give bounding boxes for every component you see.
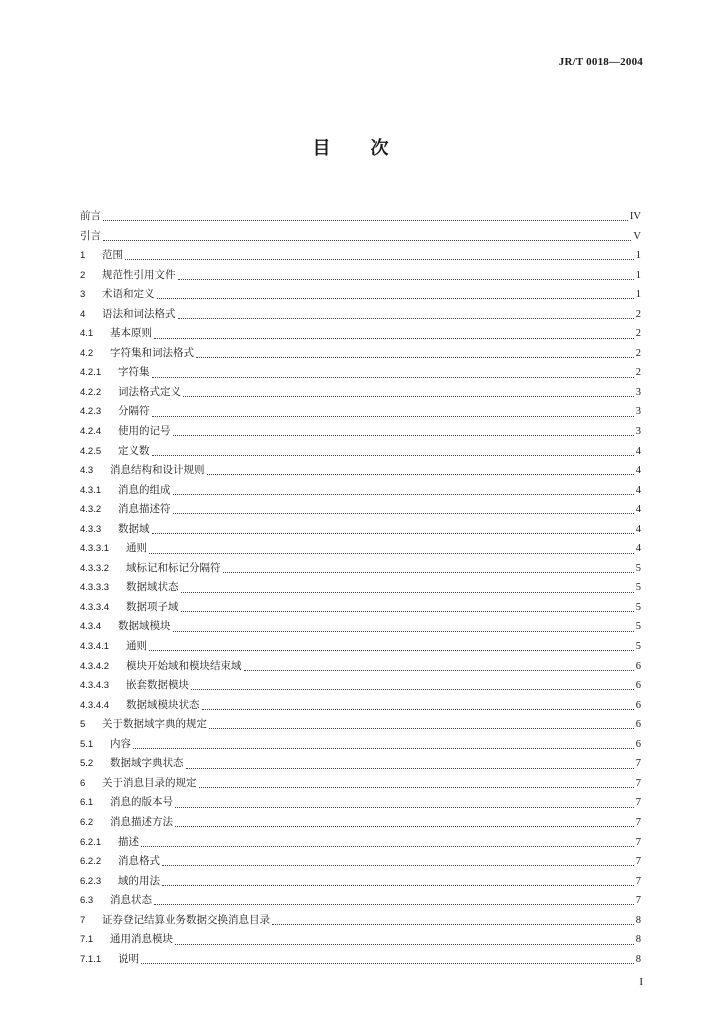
toc-entry-page: 2 (635, 328, 641, 340)
dot-leader (103, 240, 631, 241)
toc-entry-title: 证券登记结算业务数据交换消息目录 (102, 913, 270, 926)
toc-entry[interactable] (80, 422, 641, 442)
dot-leader (141, 963, 634, 964)
dot-leader (178, 318, 634, 319)
toc-entry-number: 7.1 (80, 934, 94, 946)
toc-entry-number: 4.2.1 (80, 367, 102, 379)
toc-entry-number: 5 (80, 719, 86, 731)
toc-entry-number: 4.3.1 (80, 484, 102, 496)
toc-entry[interactable] (80, 676, 641, 696)
dot-leader (173, 631, 634, 632)
toc-entry-number: 4 (80, 308, 86, 320)
toc-entry-title: 通则 (126, 542, 147, 555)
toc-entry-page: 5 (635, 582, 641, 594)
toc-entry[interactable] (80, 227, 641, 247)
toc-entry-title: 消息描述符 (118, 503, 171, 516)
toc-entry[interactable] (80, 559, 641, 579)
toc-entry-number: 3 (80, 289, 86, 301)
toc-entry-number: 4.1 (80, 328, 94, 340)
dot-leader (272, 924, 634, 925)
toc-entry[interactable] (80, 344, 641, 364)
toc-entry-page: 4 (635, 465, 641, 477)
toc-entry-page: 8 (635, 934, 641, 946)
dot-leader (157, 298, 634, 299)
page-title-second-char: 次 (370, 138, 389, 159)
dot-leader (162, 865, 634, 866)
toc-entry-number: 4.2.5 (80, 445, 102, 457)
toc-entry-number: 4.2.4 (80, 426, 102, 438)
toc-entry-title: 描述 (118, 835, 139, 848)
toc-entry-title: 基本原则 (110, 327, 152, 340)
toc-entry[interactable] (80, 442, 641, 462)
toc-entry[interactable] (80, 754, 641, 774)
toc-entry-number: 7.1.1 (80, 953, 102, 965)
toc-entry[interactable] (80, 363, 641, 383)
toc-entry-title: 嵌套数据模块 (126, 679, 189, 692)
toc-entry-number: 4.2.3 (80, 406, 102, 418)
toc-entry-number: 4.3.2 (80, 504, 102, 516)
toc-entry-title: 分隔符 (118, 405, 150, 418)
toc-entry-page: 5 (635, 562, 641, 574)
toc-entry-title: 关于数据域字典的规定 (102, 718, 207, 731)
toc-entry-page: 1 (635, 269, 641, 281)
toc-entry[interactable] (80, 930, 641, 950)
toc-entry-page: 7 (635, 777, 641, 789)
toc-entry-page: 4 (635, 484, 641, 496)
toc-entry-number: 2 (80, 269, 86, 281)
dot-leader (209, 728, 634, 729)
dot-leader (196, 357, 634, 358)
dot-leader (202, 709, 634, 710)
toc-entry-number: 4.3.4.3 (80, 680, 110, 692)
toc-entry[interactable] (80, 657, 641, 677)
toc-entry[interactable] (80, 852, 641, 872)
toc-entry-page: 4 (635, 523, 641, 535)
dot-leader (173, 494, 634, 495)
toc-entry-title: 消息的版本号 (110, 796, 173, 809)
dot-leader (133, 748, 634, 749)
toc-entry-title: 字符集 (118, 366, 150, 379)
dot-leader (162, 885, 634, 886)
toc-entry-number: 6.1 (80, 797, 94, 809)
dot-leader (152, 533, 634, 534)
toc-entry-title: 消息状态 (110, 894, 152, 907)
page-number: I (639, 976, 643, 988)
toc-entry[interactable] (80, 637, 641, 657)
toc-entry-title: 消息格式 (118, 855, 160, 868)
toc-entry[interactable] (80, 617, 641, 637)
toc-entry-title: 通则 (126, 640, 147, 653)
toc-entry-number: 4.2 (80, 347, 94, 359)
toc-entry-title: 数据项子域 (126, 600, 179, 613)
toc-entry[interactable] (80, 207, 641, 227)
page-title (0, 134, 701, 160)
toc-entry-page: 4 (635, 543, 641, 555)
toc-entry-title: 消息描述方法 (110, 815, 173, 828)
toc-entry-number: 5.1 (80, 738, 94, 750)
toc-entry-page: 4 (635, 445, 641, 457)
toc-entry[interactable] (80, 402, 641, 422)
toc-entry-page: 7 (635, 875, 641, 887)
dot-leader (244, 670, 634, 671)
dot-leader (125, 259, 634, 260)
dot-leader (173, 513, 634, 514)
toc-entry-page: 1 (635, 289, 641, 301)
toc-entry-number: 4.3.3.4 (80, 601, 110, 613)
table-of-contents (80, 207, 641, 969)
toc-entry-title: 引言 (80, 229, 101, 242)
toc-entry[interactable] (80, 285, 641, 305)
toc-entry[interactable] (80, 872, 641, 892)
toc-entry[interactable] (80, 833, 641, 853)
toc-entry-page: 5 (635, 601, 641, 613)
toc-entry[interactable] (80, 950, 641, 970)
toc-entry-page: 7 (635, 797, 641, 809)
toc-entry-page: 2 (635, 347, 641, 359)
toc-entry-number: 1 (80, 250, 86, 262)
standard-code: JR/T 0018—2004 (558, 56, 643, 68)
toc-entry[interactable] (80, 520, 641, 540)
toc-entry-title: 数据域模块 (118, 620, 171, 633)
toc-entry-page: 3 (635, 426, 641, 438)
toc-entry-title: 内容 (110, 737, 131, 750)
dot-leader (173, 435, 634, 436)
toc-entry-title: 通用消息模块 (110, 933, 173, 946)
toc-entry[interactable] (80, 813, 641, 833)
dot-leader (175, 807, 634, 808)
toc-entry-page: 2 (635, 308, 641, 320)
dot-leader (191, 689, 634, 690)
toc-entry[interactable] (80, 324, 641, 344)
toc-entry-page: 7 (635, 758, 641, 770)
toc-entry-title: 定义数 (118, 444, 150, 457)
toc-entry[interactable] (80, 774, 641, 794)
toc-entry-page: 5 (635, 641, 641, 653)
toc-entry-number: 6 (80, 777, 86, 789)
toc-entry-page: 6 (635, 699, 641, 711)
toc-entry-number: 4.3.4.2 (80, 660, 110, 672)
dot-leader (186, 768, 634, 769)
toc-entry-title: 范围 (102, 249, 123, 262)
toc-entry-title: 字符集和词法格式 (110, 346, 194, 359)
toc-entry[interactable] (80, 266, 641, 286)
dot-leader (207, 474, 634, 475)
toc-entry-number: 4.3.3 (80, 523, 102, 535)
toc-entry[interactable] (80, 539, 641, 559)
toc-entry-page: 7 (635, 816, 641, 828)
toc-entry-title: 前言 (80, 210, 101, 222)
toc-entry-title: 数据域模块状态 (126, 698, 200, 711)
toc-entry[interactable] (80, 383, 641, 403)
toc-entry-number: 4.3 (80, 465, 94, 477)
dot-leader (149, 553, 634, 554)
toc-entry[interactable] (80, 598, 641, 618)
toc-entry[interactable] (80, 715, 641, 735)
page-title-first-char: 目 (312, 138, 331, 159)
toc-entry-page: 8 (635, 914, 641, 926)
toc-entry-title: 术语和定义 (102, 288, 155, 301)
dot-leader (152, 377, 634, 378)
toc-entry-page: 3 (635, 406, 641, 418)
dot-leader (181, 611, 634, 612)
toc-entry-title: 消息结构和设计规则 (110, 464, 205, 477)
dot-leader (175, 826, 634, 827)
toc-entry-number: 6.2.1 (80, 836, 102, 848)
toc-entry-number: 4.3.4 (80, 621, 102, 633)
dot-leader (103, 220, 628, 221)
toc-entry-page: V (633, 230, 641, 242)
toc-entry-number: 5.2 (80, 758, 94, 770)
dot-leader (152, 416, 634, 417)
toc-entry-page: 6 (635, 680, 641, 692)
toc-entry-title: 数据域字典状态 (110, 757, 184, 770)
toc-entry-number: 7 (80, 914, 86, 926)
dot-leader (149, 650, 634, 651)
dot-leader (152, 455, 634, 456)
toc-entry[interactable] (80, 481, 641, 501)
dot-leader (154, 338, 634, 339)
toc-entry-number: 4.3.4.1 (80, 641, 110, 653)
toc-entry[interactable] (80, 500, 641, 520)
dot-leader (183, 396, 634, 397)
toc-entry-number: 4.3.3.3 (80, 582, 110, 594)
toc-entry[interactable] (80, 735, 641, 755)
toc-entry-page: 7 (635, 895, 641, 907)
toc-entry-title: 模块开始域和模块结束域 (126, 659, 242, 672)
toc-entry-number: 6.2.2 (80, 856, 102, 868)
toc-entry-number: 6.2 (80, 816, 94, 828)
toc-entry-title: 数据域 (118, 522, 150, 535)
toc-entry-title: 域的用法 (118, 874, 160, 887)
toc-entry-title: 消息的组成 (118, 483, 171, 496)
toc-entry[interactable] (80, 305, 641, 325)
toc-entry[interactable] (80, 246, 641, 266)
toc-entry-title: 说明 (118, 952, 139, 965)
dot-leader (223, 572, 634, 573)
toc-entry-title: 域标记和标记分隔符 (126, 561, 221, 574)
toc-entry-number: 6.2.3 (80, 875, 102, 887)
dot-leader (181, 592, 634, 593)
toc-entry-number: 6.3 (80, 895, 94, 907)
toc-entry-title: 数据域状态 (126, 581, 179, 594)
toc-entry[interactable] (80, 793, 641, 813)
toc-entry-page: 6 (635, 738, 641, 750)
toc-entry-page: 8 (635, 953, 641, 965)
dot-leader (141, 846, 634, 847)
dot-leader (154, 904, 634, 905)
toc-entry-number: 4.3.4.4 (80, 699, 110, 711)
toc-entry-page: 3 (635, 386, 641, 398)
toc-entry-page: 7 (635, 856, 641, 868)
toc-entry-page: 4 (635, 504, 641, 516)
toc-entry-page: 2 (635, 367, 641, 379)
toc-entry[interactable] (80, 911, 641, 931)
toc-entry-number: 4.2.2 (80, 386, 102, 398)
toc-entry-page: 6 (635, 660, 641, 672)
dot-leader (175, 944, 634, 945)
toc-entry-page: 7 (635, 836, 641, 848)
toc-entry-page: 1 (635, 250, 641, 262)
toc-entry-title: 关于消息目录的规定 (102, 776, 197, 789)
toc-entry[interactable] (80, 461, 641, 481)
toc-entry[interactable] (80, 578, 641, 598)
toc-entry-title: 使用的记号 (118, 425, 171, 438)
toc-entry[interactable] (80, 696, 641, 716)
toc-entry-number: 4.3.3.1 (80, 543, 110, 555)
toc-entry-page: 6 (635, 719, 641, 731)
toc-entry[interactable] (80, 891, 641, 911)
toc-entry-title: 语法和词法格式 (102, 307, 176, 320)
toc-entry-page: IV (629, 211, 641, 222)
toc-entry-number: 4.3.3.2 (80, 562, 110, 574)
toc-entry-title: 规范性引用文件 (102, 268, 176, 281)
dot-leader (199, 787, 634, 788)
toc-entry-title: 词法格式定义 (118, 385, 181, 398)
dot-leader (178, 279, 634, 280)
toc-entry-page: 5 (635, 621, 641, 633)
